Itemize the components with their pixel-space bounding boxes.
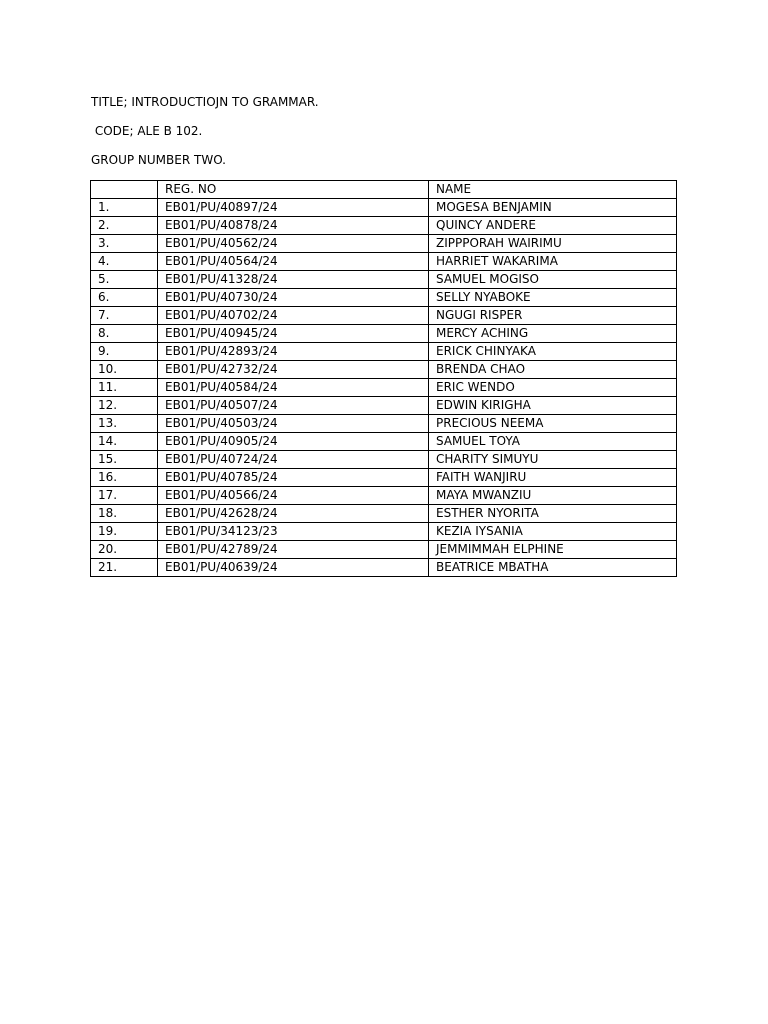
- row-number: 16.: [91, 469, 158, 487]
- table-header-row: [91, 181, 677, 199]
- row-number: 1.: [91, 199, 158, 217]
- row-number: 17.: [91, 487, 158, 505]
- reg-no-cell: EB01/PU/40945/24: [158, 325, 429, 343]
- reg-no-cell: EB01/PU/42732/24: [158, 361, 429, 379]
- table-row: [91, 469, 677, 487]
- name-cell: ERICK CHINYAKA: [429, 343, 677, 361]
- row-number: 8.: [91, 325, 158, 343]
- table-row: [91, 451, 677, 469]
- table-row: [91, 217, 677, 235]
- row-number: 15.: [91, 451, 158, 469]
- name-cell: MOGESA BENJAMIN: [429, 199, 677, 217]
- row-number: 7.: [91, 307, 158, 325]
- name-cell: HARRIET WAKARIMA: [429, 253, 677, 271]
- row-number: 21.: [91, 559, 158, 577]
- name-cell: BEATRICE MBATHA: [429, 559, 677, 577]
- row-number: 20.: [91, 541, 158, 559]
- row-number: 13.: [91, 415, 158, 433]
- reg-no-cell: EB01/PU/40724/24: [158, 451, 429, 469]
- row-number: 4.: [91, 253, 158, 271]
- header-name: NAME: [429, 181, 677, 199]
- course-code: CODE; ALE B 102.: [91, 124, 203, 138]
- table-row: [91, 307, 677, 325]
- table-row: [91, 523, 677, 541]
- reg-no-cell: EB01/PU/40702/24: [158, 307, 429, 325]
- name-cell: BRENDA CHAO: [429, 361, 677, 379]
- reg-no-cell: EB01/PU/40507/24: [158, 397, 429, 415]
- table-row: [91, 253, 677, 271]
- row-number: 9.: [91, 343, 158, 361]
- table-row: [91, 541, 677, 559]
- reg-no-cell: EB01/PU/40730/24: [158, 289, 429, 307]
- header-number: [91, 181, 158, 199]
- table-row: [91, 397, 677, 415]
- name-cell: FAITH WANJIRU: [429, 469, 677, 487]
- reg-no-cell: EB01/PU/42893/24: [158, 343, 429, 361]
- table-row: [91, 289, 677, 307]
- name-cell: SAMUEL TOYA: [429, 433, 677, 451]
- table-row: [91, 199, 677, 217]
- table-row: [91, 361, 677, 379]
- row-number: 18.: [91, 505, 158, 523]
- reg-no-cell: EB01/PU/40897/24: [158, 199, 429, 217]
- row-number: 11.: [91, 379, 158, 397]
- group-number: GROUP NUMBER TWO.: [91, 153, 226, 167]
- name-cell: SAMUEL MOGISO: [429, 271, 677, 289]
- reg-no-cell: EB01/PU/40584/24: [158, 379, 429, 397]
- table-row: [91, 379, 677, 397]
- row-number: 10.: [91, 361, 158, 379]
- table-row: [91, 433, 677, 451]
- table-row: [91, 415, 677, 433]
- reg-no-cell: EB01/PU/40503/24: [158, 415, 429, 433]
- row-number: 3.: [91, 235, 158, 253]
- name-cell: ERIC WENDO: [429, 379, 677, 397]
- table-row: [91, 235, 677, 253]
- reg-no-cell: EB01/PU/40905/24: [158, 433, 429, 451]
- reg-no-cell: EB01/PU/40878/24: [158, 217, 429, 235]
- table-row: [91, 325, 677, 343]
- table-row: [91, 559, 677, 577]
- header-reg-no: REG. NO: [158, 181, 429, 199]
- name-cell: CHARITY SIMUYU: [429, 451, 677, 469]
- name-cell: ESTHER NYORITA: [429, 505, 677, 523]
- reg-no-cell: EB01/PU/41328/24: [158, 271, 429, 289]
- row-number: 19.: [91, 523, 158, 541]
- row-number: 12.: [91, 397, 158, 415]
- name-cell: EDWIN KIRIGHA: [429, 397, 677, 415]
- document-title: TITLE; INTRODUCTIOJN TO GRAMMAR.: [91, 95, 319, 109]
- row-number: 5.: [91, 271, 158, 289]
- reg-no-cell: EB01/PU/40639/24: [158, 559, 429, 577]
- reg-no-cell: EB01/PU/34123/23: [158, 523, 429, 541]
- table-row: [91, 271, 677, 289]
- reg-no-cell: EB01/PU/40785/24: [158, 469, 429, 487]
- row-number: 14.: [91, 433, 158, 451]
- name-cell: ZIPPPORAH WAIRIMU: [429, 235, 677, 253]
- reg-no-cell: EB01/PU/40566/24: [158, 487, 429, 505]
- name-cell: KEZIA IYSANIA: [429, 523, 677, 541]
- table-row: [91, 343, 677, 361]
- row-number: 2.: [91, 217, 158, 235]
- row-number: 6.: [91, 289, 158, 307]
- reg-no-cell: EB01/PU/42628/24: [158, 505, 429, 523]
- name-cell: MERCY ACHING: [429, 325, 677, 343]
- table-row: [91, 505, 677, 523]
- reg-no-cell: EB01/PU/42789/24: [158, 541, 429, 559]
- name-cell: NGUGI RISPER: [429, 307, 677, 325]
- reg-no-cell: EB01/PU/40562/24: [158, 235, 429, 253]
- name-cell: MAYA MWANZIU: [429, 487, 677, 505]
- table-row: [91, 487, 677, 505]
- name-cell: SELLY NYABOKE: [429, 289, 677, 307]
- name-cell: JEMMIMMAH ELPHINE: [429, 541, 677, 559]
- name-cell: QUINCY ANDERE: [429, 217, 677, 235]
- student-table: [90, 180, 677, 577]
- name-cell: PRECIOUS NEEMA: [429, 415, 677, 433]
- reg-no-cell: EB01/PU/40564/24: [158, 253, 429, 271]
